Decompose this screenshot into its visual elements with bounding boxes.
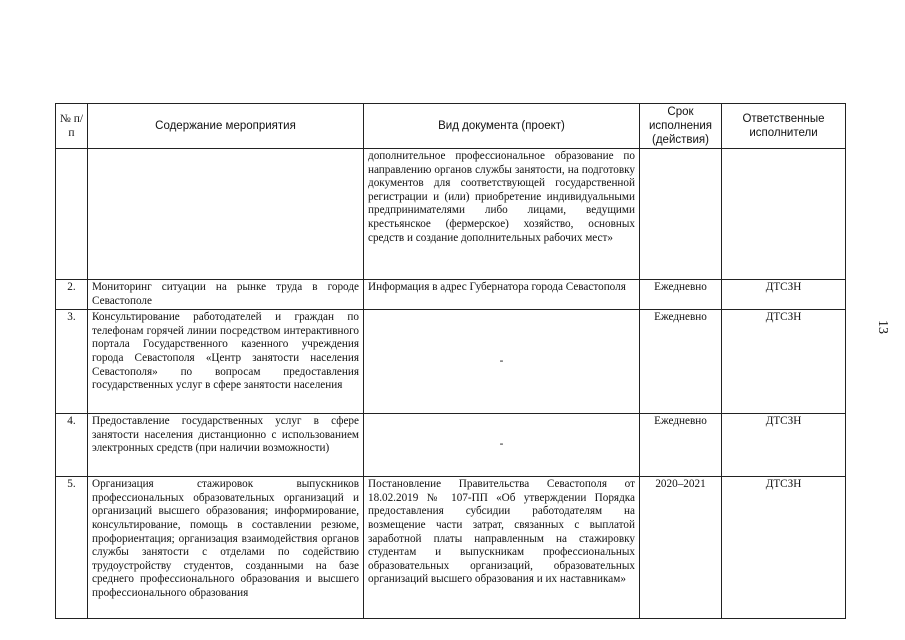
header-deadline: Срок исполнения (действия) <box>640 104 722 149</box>
row-document: - <box>364 414 640 477</box>
row-document: Постановление Правительства Севастополя от 18.02.2019 № 107-ПП «Об утверждении Порядка предоставления субсидии работодателям на возмещение части затрат, связанных с выплатой заработной платы направленным на стажировку студентам и выпускникам профессиональных образовательных организаций, образовательных организаций высшего образования и их наставникам» <box>364 477 640 619</box>
row-content: Организация стажировок выпускников профессиональных образовательных организаций и организаций высшего образования; информирование, консультирование, помощь в составлении резюме, профориентация; организация взаимодействия органов службы занятости с отделами по содействию трудоустройству студентов, созданными на базе среднего профессионального образования и высшего профессионального образования <box>88 477 364 619</box>
table-row <box>56 310 846 414</box>
row-content: Мониторинг ситуации на рынке труда в городе Севастополе <box>88 280 364 310</box>
row-document: Информация в адрес Губернатора города Севастополя <box>364 280 640 310</box>
activities-table <box>55 103 846 619</box>
table-row <box>56 477 846 619</box>
row-deadline: 2020–2021 <box>640 477 722 619</box>
table-row <box>56 149 846 280</box>
row-content <box>88 149 364 280</box>
header-content: Содержание мероприятия <box>88 104 364 149</box>
table-row <box>56 414 846 477</box>
row-deadline: Ежедневно <box>640 414 722 477</box>
row-deadline: Ежедневно <box>640 280 722 310</box>
header-doc: Вид документа (проект) <box>364 104 640 149</box>
row-document: - <box>364 310 640 414</box>
row-deadline <box>640 149 722 280</box>
row-responsible: ДТСЗН <box>722 280 846 310</box>
header-num: № п/п <box>56 104 88 149</box>
row-number: 2. <box>56 280 88 310</box>
row-number: 4. <box>56 414 88 477</box>
row-number <box>56 149 88 280</box>
row-number: 5. <box>56 477 88 619</box>
row-responsible <box>722 149 846 280</box>
row-content: Консультирование работодателей и граждан по телефонам горячей линии посредством интерактивного портала Государственного казенного учреждения города Севастополя «Центр занятости населения Севастополя» по вопросам предоставления государственных услуг в сфере занятости населения <box>88 310 364 414</box>
row-responsible: ДТСЗН <box>722 310 846 414</box>
row-responsible: ДТСЗН <box>722 477 846 619</box>
page-number: 13 <box>875 320 890 334</box>
row-number: 3. <box>56 310 88 414</box>
table-row <box>56 280 846 310</box>
row-document: дополнительное профессиональное образование по направлению органов службы занятости, на подготовку документов для соответствующей государственной регистрации и (или) приобретение индивидуальными предпринимателями либо лицами, ведущими крестьянское (фермерское) хозяйство, основных средств и создание дополнительных рабочих мест» <box>364 149 640 280</box>
row-deadline: Ежедневно <box>640 310 722 414</box>
row-content: Предоставление государственных услуг в сфере занятости населения дистанционно с использованием электронных средств (при наличии возможности) <box>88 414 364 477</box>
header-responsible: Ответственные исполнители <box>722 104 846 149</box>
row-responsible: ДТСЗН <box>722 414 846 477</box>
table-header-row <box>56 104 846 149</box>
